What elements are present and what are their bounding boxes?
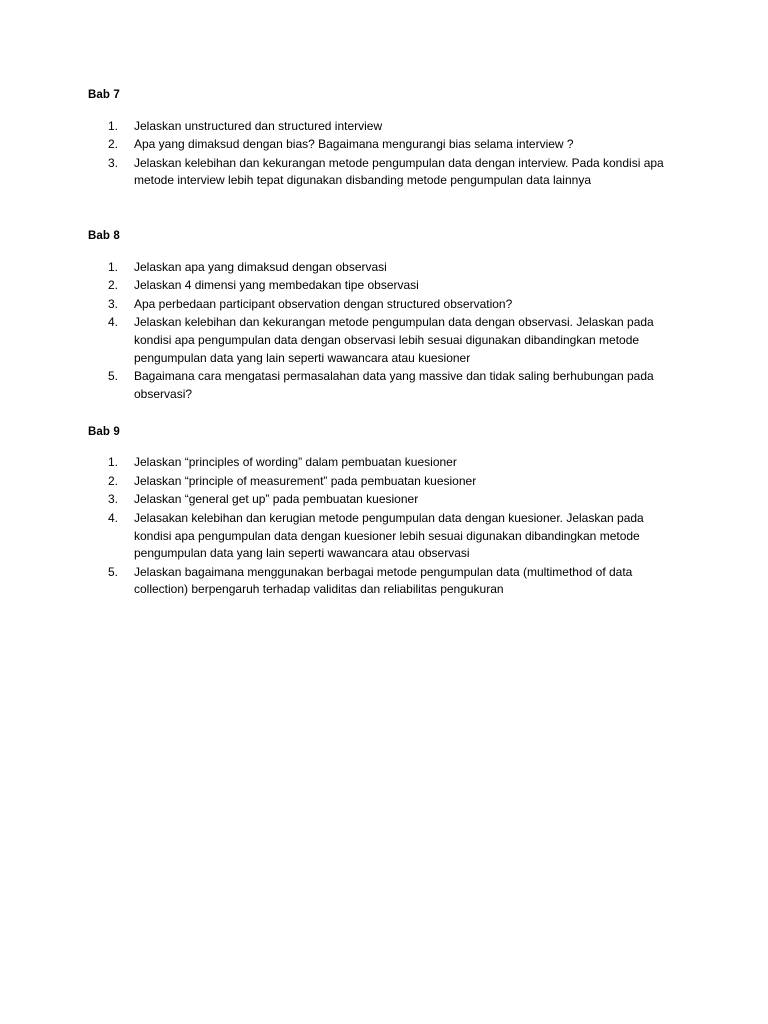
list-item-number: 1. — [108, 259, 119, 274]
list-item-number: 1. — [108, 118, 119, 133]
list-item — [88, 368, 676, 403]
list-item-number: 3. — [108, 492, 119, 507]
list-item — [88, 296, 676, 314]
list-item-text: Jelaskan unstructured dan structured interview — [134, 118, 383, 133]
question-list — [88, 259, 676, 404]
list-item-number: 3. — [108, 296, 119, 311]
list-item-number: 4. — [108, 315, 119, 330]
list-item-number: 5. — [108, 564, 119, 579]
list-item — [88, 314, 676, 367]
list-item-text: Jelaskan kelebihan dan kekurangan metode pengumpulan data dengan observasi. Jelaskan pada kondisi apa pengumpulan data dengan observasi lebih sesuai digunakan dibandingkan metode pengumpulan data yang lain seperti wawancara atau kuesioner — [134, 315, 654, 365]
list-item — [88, 510, 676, 563]
list-item — [88, 155, 676, 190]
list-item-number: 3. — [108, 155, 119, 170]
list-item — [88, 259, 676, 277]
section-bab-9 — [88, 425, 676, 600]
list-item — [88, 118, 676, 136]
list-item-text: Jelaskan “principles of wording” dalam pembuatan kuesioner — [134, 455, 457, 470]
list-item — [88, 473, 676, 491]
section-title: Bab 9 — [88, 425, 120, 438]
question-list — [88, 454, 676, 599]
list-item-text: Jelaskan “principle of measurement” pada pembuatan kuesioner — [134, 473, 477, 488]
list-item-text: Jelaskan “general get up” pada pembuatan kuesioner — [134, 492, 419, 507]
list-item — [88, 136, 676, 154]
list-item-text: Jelaskan bagaimana menggunakan berbagai metode pengumpulan data (multimethod of data collection) berpengaruh terhadap validitas dan reliabilitas pengukuran — [134, 564, 633, 597]
list-item-number: 4. — [108, 510, 119, 525]
question-list — [88, 118, 676, 191]
list-item-text: Apa yang dimaksud dengan bias? Bagaimana mengurangi bias selama interview ? — [134, 137, 574, 152]
section-spacer — [88, 191, 676, 229]
list-item-number: 1. — [108, 455, 119, 470]
list-item-text: Apa perbedaan participant observation dengan structured observation? — [134, 296, 513, 311]
list-item — [88, 564, 676, 599]
list-item-text: Jelaskan apa yang dimaksud dengan observasi — [134, 259, 387, 274]
section-spacer — [88, 405, 676, 425]
list-item-number: 5. — [108, 369, 119, 384]
list-item-number: 2. — [108, 278, 119, 293]
list-item — [88, 277, 676, 295]
section-bab-8 — [88, 229, 676, 404]
list-item-text: Jelasakan kelebihan dan kerugian metode pengumpulan data dengan kuesioner. Jelaskan pada kondisi apa pengumpulan data dengan kuesioner lebih sesuai digunakan dibandingkan metode pengumpulan data yang lain seperti wawancara atau observasi — [134, 510, 644, 561]
section-title: Bab 8 — [88, 230, 120, 243]
list-item-text: Jelaskan 4 dimensi yang membedakan tipe observasi — [134, 278, 419, 293]
list-item-text: Bagaimana cara mengatasi permasalahan data yang massive dan tidak saling berhubungan pada observasi? — [134, 369, 654, 401]
list-item-text: Jelaskan kelebihan dan kekurangan metode pengumpulan data dengan interview. Pada kondisi apa metode interview lebih tepat digunakan disbanding metode pengumpulan data lainnya — [134, 155, 664, 188]
list-item-number: 2. — [108, 137, 119, 152]
list-item-number: 2. — [108, 473, 119, 488]
list-item — [88, 491, 676, 509]
section-bab-7 — [88, 88, 676, 190]
list-item — [88, 454, 676, 472]
section-title: Bab 7 — [88, 89, 120, 101]
